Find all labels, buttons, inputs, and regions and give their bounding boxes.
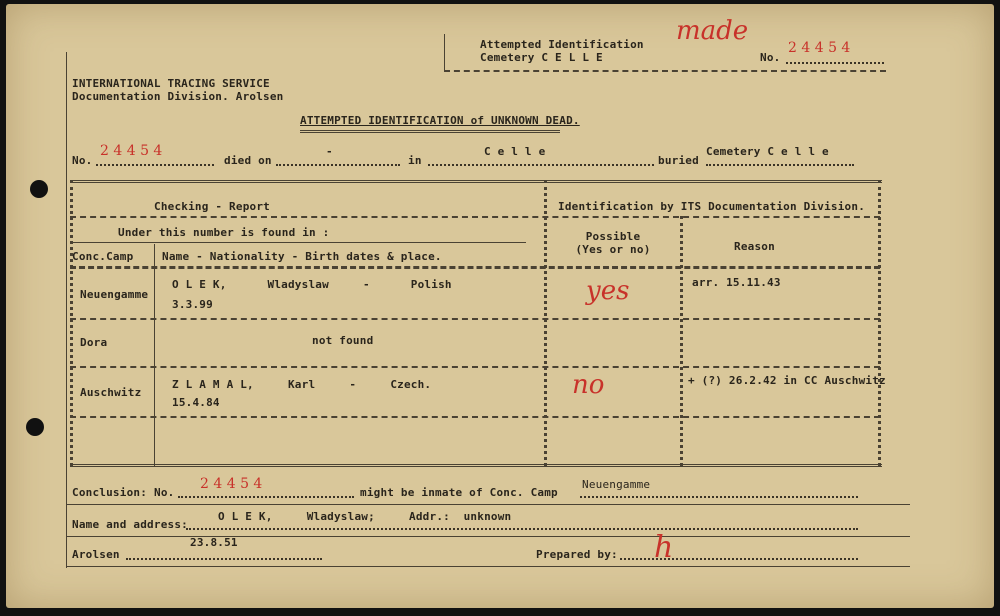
title-underline: [300, 130, 560, 133]
conclusion-no-label: No.: [154, 486, 175, 499]
conclusion-label: Conclusion:: [72, 486, 148, 499]
handwritten-note: made: [676, 16, 749, 46]
footer-date: 23.8.51: [190, 536, 238, 549]
table-row1-line: [70, 318, 880, 320]
col-camp-header: Conc.Camp: [72, 250, 134, 263]
checking-report-header: Checking - Report: [154, 200, 270, 213]
table-row3-line: [70, 416, 880, 418]
record-no-label: No.: [72, 154, 93, 167]
table-col-divider-reason: [680, 216, 683, 466]
conclusion-rule: [66, 504, 910, 505]
row3-name: Z L A M A L, Karl - Czech.: [172, 378, 432, 391]
table-header-line: [70, 216, 880, 218]
died-dots: [276, 164, 400, 166]
header-line2: Cemetery C E L L E: [480, 51, 603, 64]
conclusion-camp-dots: [580, 496, 858, 498]
row3-birth: 15.4.84: [172, 396, 220, 409]
row2-name: not found: [312, 334, 374, 347]
table-row2-line: [70, 366, 880, 368]
table-top: [70, 180, 882, 183]
row1-possible: yes: [586, 276, 630, 306]
col-reason-header: Reason: [734, 240, 775, 253]
buried-value: Cemetery C e l l e: [706, 145, 829, 158]
col-name-header: Name - Nationality - Birth dates & place.: [162, 250, 442, 263]
header-no-value: 2 4 4 5 4: [788, 40, 851, 56]
punch-hole-top: [30, 180, 48, 198]
name-address-dots: [186, 528, 858, 530]
table-colhead-line: [70, 266, 880, 269]
identification-header: Identification by ITS Documentation Division.: [558, 200, 866, 213]
col-possible-header: Possible (Yes or no): [575, 230, 651, 256]
table-col-divider-camp: [154, 244, 155, 466]
page-title: ATTEMPTED IDENTIFICATION of UNKNOWN DEAD.: [300, 114, 580, 127]
header-line1: Attempted Identification: [480, 38, 644, 51]
row3-camp: Auschwitz: [80, 386, 142, 399]
in-dots: [428, 164, 654, 166]
index-card: [6, 4, 994, 608]
died-label: died on: [224, 154, 272, 167]
footer-date-dots: [126, 558, 322, 560]
header-no-dots: [786, 62, 884, 64]
conclusion-middle: might be inmate of Conc. Camp: [360, 486, 558, 499]
row1-reason: arr. 15.11.43: [692, 276, 781, 289]
header-box-bottom: [444, 70, 886, 72]
header-no-label: No.: [760, 51, 781, 64]
prepared-by-label: Prepared by:: [536, 548, 618, 561]
row2-camp: Dora: [80, 336, 108, 349]
died-value: -: [326, 145, 333, 158]
org-line1: INTERNATIONAL TRACING SERVICE: [72, 77, 270, 90]
in-label: in: [408, 154, 422, 167]
prepared-by-signature: h: [654, 530, 674, 565]
table-left: [70, 180, 73, 466]
buried-dots: [706, 164, 854, 166]
buried-label: buried: [658, 154, 699, 167]
row3-possible: no: [572, 370, 605, 400]
header-box-left: [444, 34, 445, 70]
table-subheader-line: [70, 242, 526, 243]
footer-place: Arolsen: [72, 548, 120, 561]
footer-rule: [66, 566, 910, 567]
table-right: [878, 180, 881, 466]
conclusion-no-value: 2 4 4 5 4: [200, 476, 263, 492]
row1-name: O L E K, Wladyslaw - Polish: [172, 278, 452, 291]
name-address-label: Name and address:: [72, 518, 188, 531]
org-line2: Documentation Division. Arolsen: [72, 90, 284, 103]
punch-hole-bottom: [26, 418, 44, 436]
row1-camp: Neuengamme: [80, 288, 149, 301]
in-value: C e l l e: [484, 145, 546, 158]
row1-birth: 3.3.99: [172, 298, 213, 311]
record-no-value: 2 4 4 5 4: [100, 143, 163, 159]
name-address-value: O L E K, Wladyslaw; Addr.: unknown: [218, 510, 512, 523]
form-left-border: [66, 52, 67, 568]
table-bottom: [70, 464, 882, 467]
row3-reason: + (?) 26.2.42 in CC Auschwitz: [688, 374, 886, 387]
conclusion-no-dots: [178, 496, 354, 498]
table-col-divider-main: [544, 180, 547, 466]
record-no-dots: [96, 164, 214, 166]
conclusion-camp-value: Neuengamme: [582, 478, 651, 491]
under-number-label: Under this number is found in :: [118, 226, 330, 239]
